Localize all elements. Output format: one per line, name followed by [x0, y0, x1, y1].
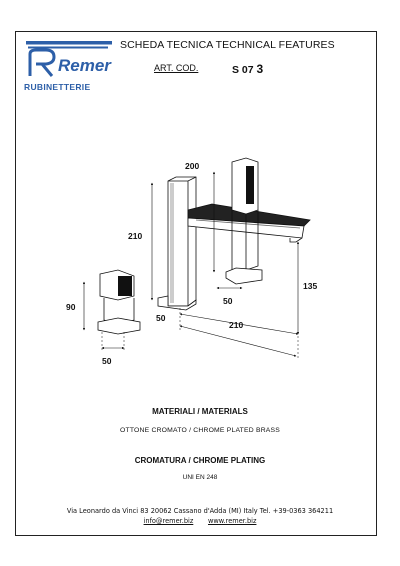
- dim-90: 90: [66, 302, 76, 312]
- article-code-prefix: S 07: [232, 64, 254, 76]
- website-link[interactable]: www.remer.biz: [207, 517, 257, 525]
- plating-norm: UNI EN 248: [182, 474, 218, 481]
- email-link[interactable]: info@remer.biz: [143, 517, 194, 525]
- mixer-body: [158, 177, 196, 310]
- article-code-label: ART. COD.: [154, 63, 199, 73]
- brand-name: Remer: [58, 56, 111, 75]
- brand-subtitle: RUBINETTERIE: [24, 82, 91, 92]
- materials-description: OTTONE CROMATO / CHROME PLATED BRASS: [119, 427, 281, 434]
- dim-210-width: 210: [229, 320, 244, 330]
- dim-200: 200: [185, 161, 200, 171]
- dim-210-height: 210: [128, 231, 143, 241]
- article-code-suffix: 3: [256, 62, 264, 76]
- handle-unit: [98, 270, 140, 334]
- dim-135: 135: [303, 281, 318, 291]
- plating-title: CROMATURA / CHROME PLATING: [134, 456, 266, 465]
- sheet-title: SCHEDA TECNICA TECHNICAL FEATURES: [120, 39, 335, 51]
- footer-links: [0, 517, 400, 525]
- materials-title: MATERIALI / MATERIALS: [152, 407, 248, 416]
- dim-50-base: 50: [156, 313, 166, 323]
- footer-address: Via Leonardo da Vinci 83 20062 Cassano d'Adda (MI) Italy Tel. +39-0363 364211: [66, 507, 334, 515]
- dim-50-handle: 50: [102, 356, 112, 366]
- dim-50-shower: 50: [223, 296, 233, 306]
